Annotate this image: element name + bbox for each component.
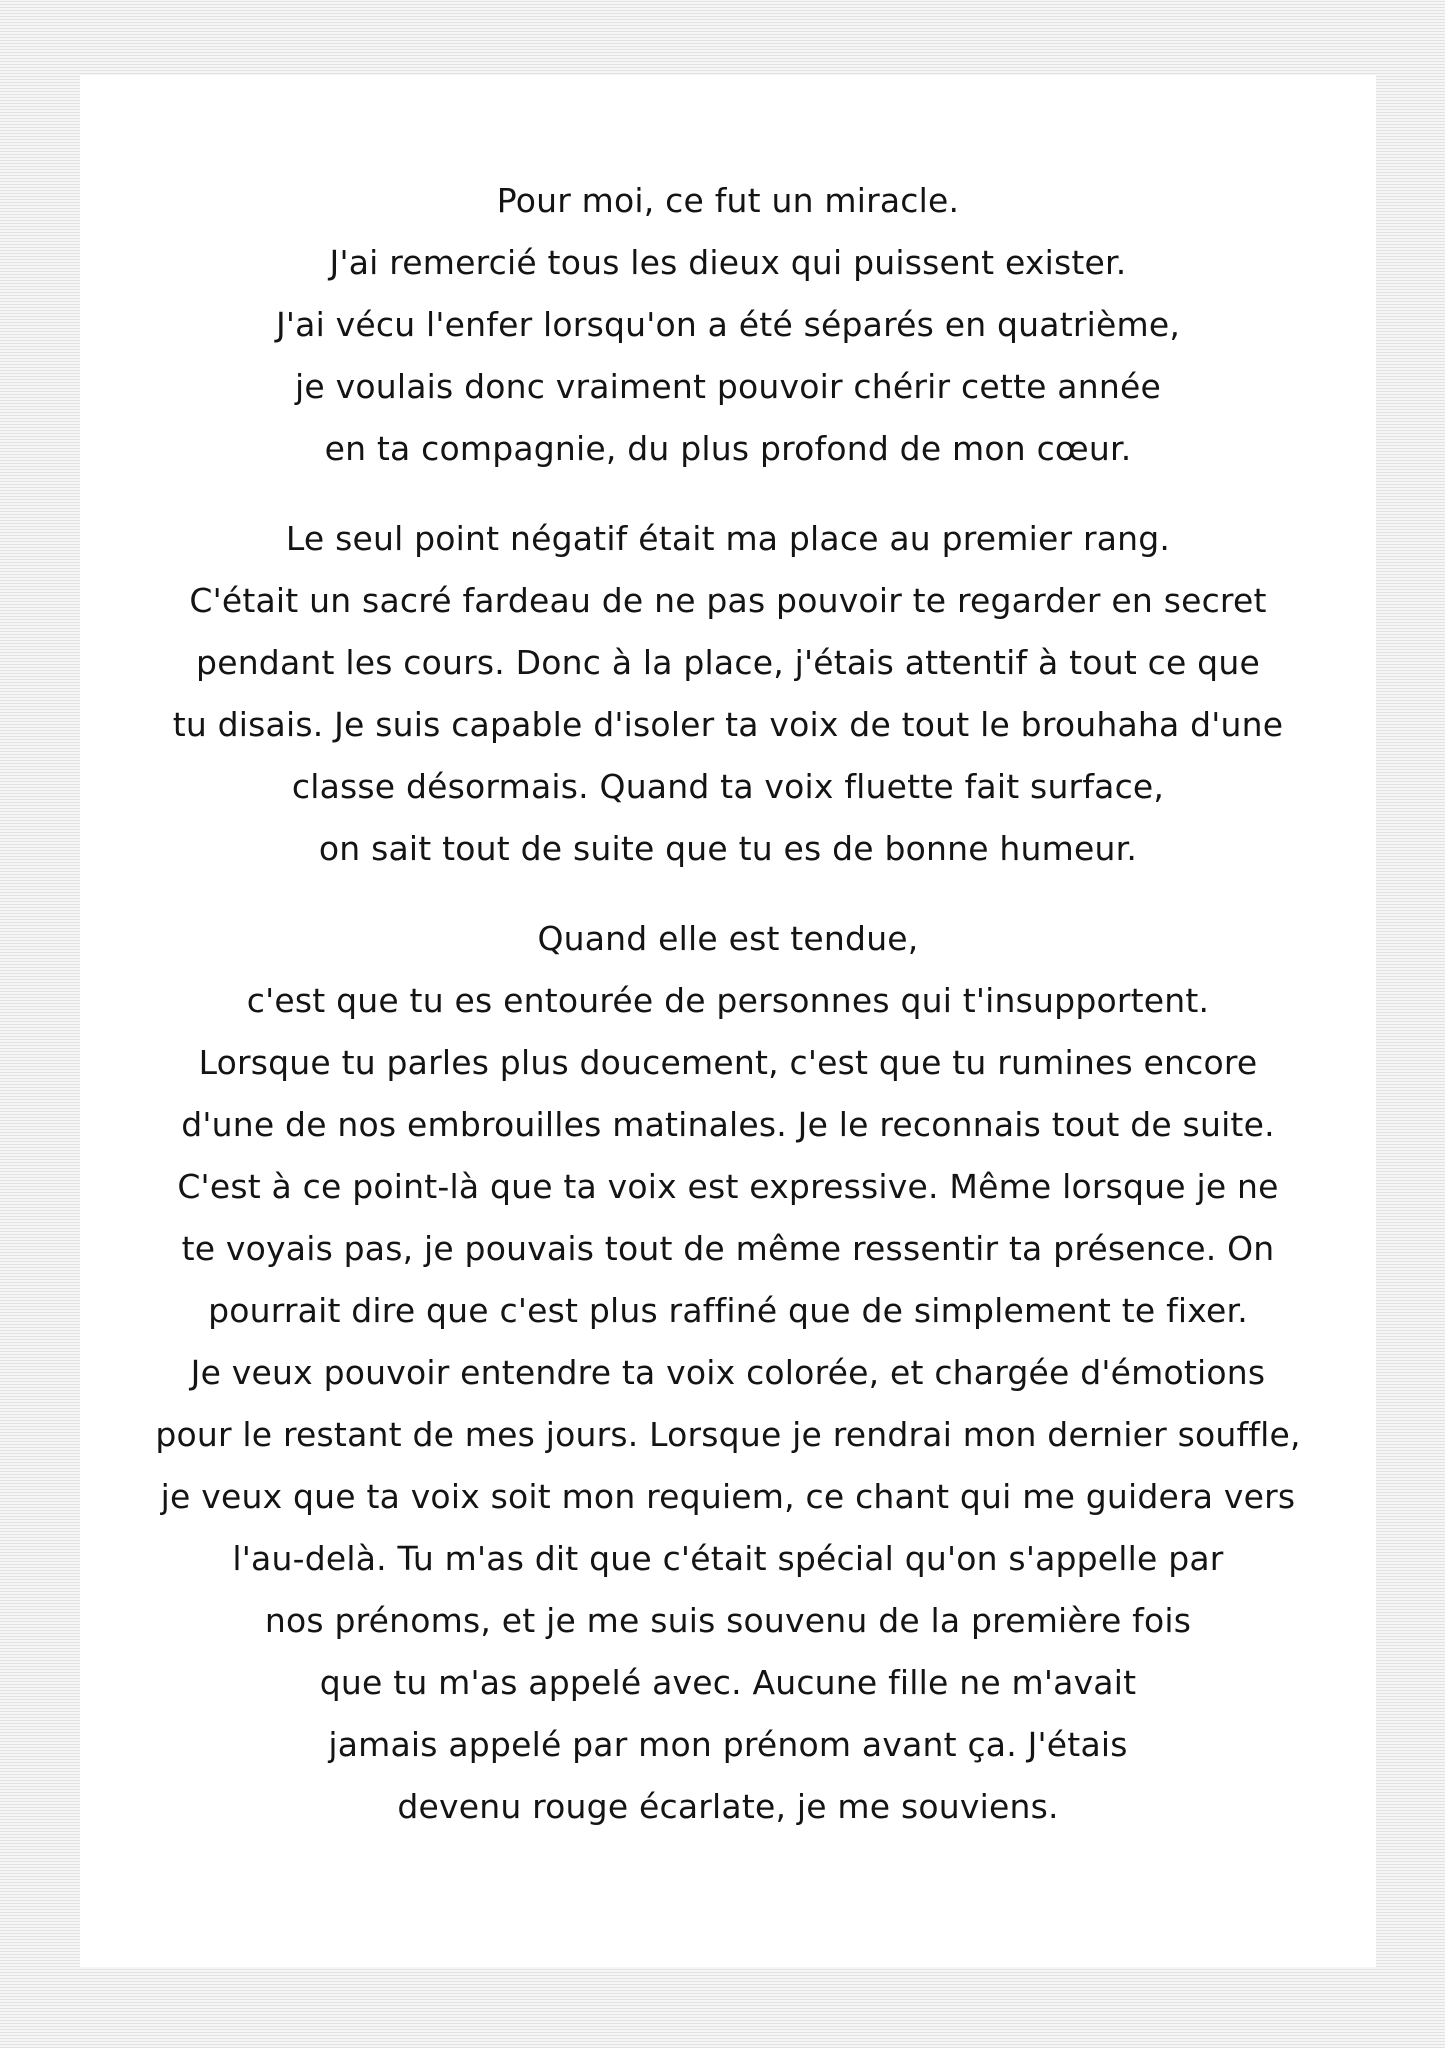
paragraph-3-line-12: nos prénoms, et je me suis souvenu de la première fois xyxy=(264,1601,1192,1640)
paragraph-3-line-4: d'une de nos embrouilles matinales. Je le reconnais tout de suite. xyxy=(181,1105,1275,1144)
paragraph-2-line-5: classe désormais. Quand ta voix fluette fait surface, xyxy=(291,767,1165,806)
paragraph-3-line-3: Lorsque tu parles plus doucement, c'est que tu rumines encore xyxy=(198,1043,1258,1082)
paragraph-2-line-3: pendant les cours. Donc à la place, j'étais attentif à tout ce que xyxy=(196,643,1260,682)
paragraph-1-line-1: Pour moi, ce fut un miracle. xyxy=(496,181,960,220)
paragraph-3-line-10: je veux que ta voix soit mon requiem, ce chant qui me guidera vers xyxy=(160,1477,1296,1516)
paragraph-2-line-2: C'était un sacré fardeau de ne pas pouvoir te regarder en secret xyxy=(189,581,1267,620)
paragraph-2-line-1: Le seul point négatif était ma place au premier rang. xyxy=(285,519,1171,558)
paragraph-2-line-4: tu disais. Je suis capable d'isoler ta voix de tout le brouhaha d'une xyxy=(172,705,1284,744)
paragraph-1-line-2: J'ai remercié tous les dieux qui puissent exister. xyxy=(329,243,1127,282)
paragraph-3-line-2: c'est que tu es entourée de personnes qui t'insupportent. xyxy=(246,981,1210,1020)
paragraph-1-line-3: J'ai vécu l'enfer lorsqu'on a été séparés en quatrième, xyxy=(275,305,1181,344)
paragraph-1-line-4: je voulais donc vraiment pouvoir chérir cette année xyxy=(295,367,1161,406)
paragraph-3-line-5: C'est à ce point-là que ta voix est expressive. Même lorsque je ne xyxy=(177,1167,1279,1206)
paragraph-3-line-6: te voyais pas, je pouvais tout de même ressentir ta présence. On xyxy=(181,1229,1275,1268)
paragraph-3-line-13: que tu m'as appelé avec. Aucune fille ne m'avait xyxy=(319,1663,1137,1702)
paragraph-2-line-6: on sait tout de suite que tu es de bonne humeur. xyxy=(318,829,1138,868)
letter-text xyxy=(80,75,1376,1967)
paragraph-3-line-14: jamais appelé par mon prénom avant ça. J'étais xyxy=(328,1725,1128,1764)
paragraph-3-line-9: pour le restant de mes jours. Lorsque je rendrai mon dernier souffle, xyxy=(155,1415,1301,1454)
paragraph-1-line-5: en ta compagnie, du plus profond de mon cœur. xyxy=(324,429,1132,468)
paragraph-3-line-11: l'au-delà. Tu m'as dit que c'était spécial qu'on s'appelle par xyxy=(232,1539,1224,1578)
paragraph-3-line-8: Je veux pouvoir entendre ta voix colorée, et chargée d'émotions xyxy=(190,1353,1266,1392)
paragraph-3-line-15: devenu rouge écarlate, je me souviens. xyxy=(397,1787,1059,1826)
letter-page xyxy=(80,75,1376,1967)
paragraph-3-line-1: Quand elle est tendue, xyxy=(537,919,919,958)
paragraph-3-line-7: pourrait dire que c'est plus raffiné que de simplement te fixer. xyxy=(208,1291,1248,1330)
